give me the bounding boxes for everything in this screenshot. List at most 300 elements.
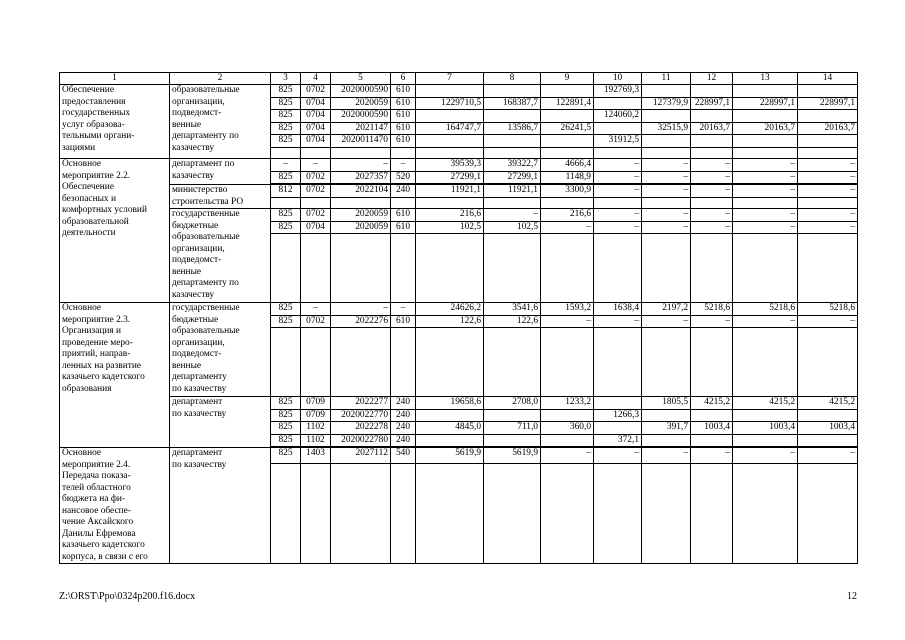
empty-cell [271, 234, 301, 303]
activity-name-line: казачьего кадетского [62, 372, 145, 382]
activity-name-line: комфортных условий [62, 205, 147, 215]
activity-name-cell [60, 448, 170, 564]
amount-cell: – [798, 209, 858, 222]
amount-cell: 5218,6 [733, 303, 798, 316]
amount-cell: 164747,7 [416, 122, 484, 135]
amount-cell: – [798, 185, 858, 198]
activity-name-line: Основное [62, 448, 102, 458]
empty-cell [691, 234, 733, 303]
column-number: 11 [642, 73, 691, 85]
budget-code-cell: 1102 [301, 434, 331, 447]
activity-name-line: ленных на развитие [62, 360, 141, 371]
budget-code-cell: 2020011470 [331, 135, 391, 148]
executor-line: департамент [172, 397, 223, 407]
amount-cell [642, 434, 691, 447]
empty-cell [416, 197, 484, 209]
amount-cell: 1266,3 [594, 409, 642, 422]
amount-cell [594, 97, 642, 110]
column-number: 9 [541, 73, 594, 85]
empty-cell [733, 234, 798, 303]
budget-code-cell: 240 [391, 434, 416, 447]
activity-name-line: чение Аксайского [62, 517, 134, 527]
amount-cell: – [691, 209, 733, 222]
empty-cell [594, 234, 642, 303]
budget-table [59, 72, 858, 564]
amount-cell: – [541, 315, 594, 328]
empty-cell [798, 234, 858, 303]
amount-cell [733, 85, 798, 98]
empty-cell [642, 197, 691, 209]
amount-cell: – [594, 448, 642, 464]
amount-cell: 5218,6 [798, 303, 858, 316]
executor-line: департаменту [172, 372, 227, 382]
amount-cell: 228997,1 [798, 97, 858, 110]
empty-cell [331, 234, 391, 303]
amount-cell: 1229710,5 [416, 97, 484, 110]
empty-cell [541, 197, 594, 209]
empty-cell [484, 197, 541, 209]
budget-code-cell: 825 [271, 409, 301, 422]
amount-cell: 4666,4 [541, 159, 594, 172]
header-row [60, 73, 858, 85]
executor-line: казачеству [172, 170, 215, 181]
amount-cell [798, 409, 858, 422]
budget-code-cell: 2020059 [331, 221, 391, 234]
empty-cell [271, 463, 301, 563]
empty-cell [691, 328, 733, 397]
budget-code-cell: 2027112 [331, 448, 391, 464]
empty-cell [798, 197, 858, 209]
budget-code-cell: 240 [391, 185, 416, 198]
empty-cell [416, 463, 484, 563]
amount-cell: – [642, 159, 691, 172]
amount-cell: – [642, 171, 691, 184]
empty-cell [484, 328, 541, 397]
amount-cell: – [594, 171, 642, 184]
activity-name-line: Основное [62, 303, 102, 313]
empty-cell [271, 197, 301, 209]
activity-name-line: мероприятие 2.3. [62, 314, 131, 325]
amount-cell: – [484, 209, 541, 222]
amount-cell [733, 135, 798, 148]
executor-line: венные [172, 119, 202, 130]
budget-code-cell: – [301, 159, 331, 172]
amount-cell: – [733, 171, 798, 184]
empty-cell [733, 463, 798, 563]
amount-cell: – [642, 209, 691, 222]
empty-cell [798, 147, 858, 159]
executor-line: министерство [172, 185, 228, 195]
amount-cell: 3300,9 [541, 185, 594, 198]
amount-cell: 11921,1 [484, 185, 541, 198]
amount-cell: 24626,2 [416, 303, 484, 316]
budget-code-cell: 825 [271, 171, 301, 184]
amount-cell: 19658,6 [416, 397, 484, 410]
amount-cell [733, 434, 798, 447]
amount-cell: – [691, 221, 733, 234]
empty-cell [301, 234, 331, 303]
budget-code-cell: 0704 [301, 97, 331, 110]
table-row [60, 159, 858, 172]
column-number: 3 [271, 73, 301, 85]
empty-cell [691, 463, 733, 563]
amount-cell [484, 85, 541, 98]
executor-line: венные [172, 266, 202, 277]
executor-line: бюджетные [172, 314, 219, 325]
amount-cell: – [594, 221, 642, 234]
executor-line: государственные [172, 209, 240, 219]
amount-cell [541, 110, 594, 123]
budget-code-cell: 1403 [301, 448, 331, 464]
amount-cell: – [733, 159, 798, 172]
column-number: 13 [733, 73, 798, 85]
amount-cell: 124060,2 [594, 110, 642, 123]
amount-cell: – [733, 221, 798, 234]
empty-cell [331, 328, 391, 397]
amount-cell [594, 122, 642, 135]
budget-code-cell: – [331, 159, 391, 172]
budget-code-cell: 2020000590 [331, 85, 391, 98]
budget-code-cell: 2022278 [331, 422, 391, 435]
amount-cell: 20163,7 [733, 122, 798, 135]
amount-cell [733, 110, 798, 123]
amount-cell [416, 85, 484, 98]
budget-code-cell: 0702 [301, 209, 331, 222]
executor-line: организации, [172, 337, 225, 348]
activity-name-line: безопасных и [62, 193, 116, 204]
budget-code-cell: 610 [391, 135, 416, 148]
budget-code-cell: 2022276 [331, 315, 391, 328]
executor-cell [170, 185, 271, 209]
amount-cell: 1638,4 [594, 303, 642, 316]
amount-cell [691, 85, 733, 98]
amount-cell: 20163,7 [691, 122, 733, 135]
budget-code-cell: 825 [271, 422, 301, 435]
executor-line: по казачеству [172, 408, 227, 419]
amount-cell: 27299,1 [416, 171, 484, 184]
amount-cell: 1003,4 [691, 422, 733, 435]
amount-cell [733, 409, 798, 422]
amount-cell: 1805,5 [642, 397, 691, 410]
activity-name-line: Обеспечение [62, 182, 114, 192]
amount-cell: – [733, 448, 798, 464]
budget-code-cell: 240 [391, 397, 416, 410]
amount-cell: – [594, 315, 642, 328]
amount-cell: 168387,7 [484, 97, 541, 110]
executor-line: венные [172, 360, 202, 371]
amount-cell: 3541,6 [484, 303, 541, 316]
amount-cell: 5218,6 [691, 303, 733, 316]
activity-name-cell [60, 159, 170, 303]
empty-cell [331, 147, 391, 159]
activity-name-line: зациями [62, 142, 96, 153]
budget-code-cell: 0702 [301, 185, 331, 198]
amount-cell: 20163,7 [798, 122, 858, 135]
budget-code-cell: 610 [391, 315, 416, 328]
activity-name-line: телей областного [62, 482, 131, 493]
amount-cell [798, 110, 858, 123]
activity-name-line: приятий, направ- [62, 349, 131, 359]
executor-line: департаменту по [172, 131, 239, 141]
amount-cell [642, 85, 691, 98]
activity-name-line: казачьего кадетского [62, 540, 145, 550]
budget-code-cell: 0702 [301, 85, 331, 98]
executor-line: организации, [172, 96, 225, 107]
empty-cell [331, 197, 391, 209]
amount-cell: – [798, 315, 858, 328]
executor-line: строительства РО [172, 196, 244, 207]
amount-cell: 228997,1 [691, 97, 733, 110]
budget-code-cell: 610 [391, 85, 416, 98]
budget-code-cell: 2022104 [331, 185, 391, 198]
activity-name-line: государственных [62, 108, 131, 118]
column-number: 8 [484, 73, 541, 85]
amount-cell: 102,5 [484, 221, 541, 234]
activity-name-line: образовательной [62, 216, 129, 227]
executor-line: казачеству [172, 142, 215, 153]
executor-line: образовательные [172, 232, 240, 242]
activity-name-line: образования [62, 383, 112, 394]
amount-cell: 228997,1 [733, 97, 798, 110]
amount-cell: 360,0 [541, 422, 594, 435]
empty-cell [416, 147, 484, 159]
amount-cell [691, 110, 733, 123]
activity-name-line: бюджета на фи- [62, 494, 126, 504]
amount-cell: – [691, 448, 733, 464]
budget-code-cell: 1102 [301, 422, 331, 435]
executor-line: подведомст- [172, 349, 222, 359]
executor-cell [170, 209, 271, 303]
amount-cell [416, 409, 484, 422]
budget-code-cell: 825 [271, 85, 301, 98]
amount-cell [642, 409, 691, 422]
activity-name-line: Передача показа- [62, 471, 131, 481]
amount-cell: – [798, 221, 858, 234]
empty-cell [733, 147, 798, 159]
empty-cell [416, 234, 484, 303]
amount-cell: 1003,4 [798, 422, 858, 435]
executor-cell [170, 159, 271, 185]
executor-cell [170, 448, 271, 564]
column-number: 14 [798, 73, 858, 85]
amount-cell: 127379,9 [642, 97, 691, 110]
executor-cell [170, 85, 271, 159]
budget-code-cell: 825 [271, 135, 301, 148]
amount-cell: 372,1 [594, 434, 642, 447]
amount-cell: 4215,2 [798, 397, 858, 410]
amount-cell: – [733, 315, 798, 328]
page-number: 12 [847, 591, 857, 602]
table-row [60, 85, 858, 98]
budget-code-cell: 0702 [301, 315, 331, 328]
budget-code-cell: 0702 [301, 171, 331, 184]
empty-cell [642, 234, 691, 303]
budget-code-cell: 2021147 [331, 122, 391, 135]
amount-cell: – [642, 185, 691, 198]
amount-cell [541, 434, 594, 447]
empty-cell [798, 328, 858, 397]
empty-cell [594, 463, 642, 563]
amount-cell [541, 85, 594, 98]
budget-code-cell: 0709 [301, 409, 331, 422]
empty-cell [541, 463, 594, 563]
budget-code-cell: 825 [271, 209, 301, 222]
empty-cell [301, 463, 331, 563]
executor-line: по казачеству [172, 459, 227, 470]
empty-cell [594, 147, 642, 159]
budget-code-cell: 825 [271, 448, 301, 464]
amount-cell: – [691, 171, 733, 184]
budget-code-cell: – [301, 303, 331, 316]
executor-line: казачеству [172, 289, 215, 300]
amount-cell: – [798, 448, 858, 464]
amount-cell: 192769,3 [594, 85, 642, 98]
amount-cell [594, 397, 642, 410]
activity-name-line: Основное [62, 159, 102, 169]
activity-name-cell [60, 85, 170, 159]
budget-code-cell: – [391, 303, 416, 316]
amount-cell: – [798, 171, 858, 184]
empty-cell [733, 328, 798, 397]
amount-cell [541, 135, 594, 148]
empty-cell [391, 463, 416, 563]
amount-cell: 216,6 [416, 209, 484, 222]
amount-cell [541, 409, 594, 422]
budget-code-cell: 825 [271, 397, 301, 410]
amount-cell: 711,0 [484, 422, 541, 435]
budget-code-cell: 2020022780 [331, 434, 391, 447]
empty-cell [642, 147, 691, 159]
amount-cell: 1233,2 [541, 397, 594, 410]
amount-cell: – [733, 209, 798, 222]
amount-cell: 31912,5 [594, 135, 642, 148]
amount-cell: 122891,4 [541, 97, 594, 110]
budget-code-cell: 0704 [301, 110, 331, 123]
amount-cell: – [594, 209, 642, 222]
amount-cell: – [691, 159, 733, 172]
empty-cell [541, 147, 594, 159]
amount-cell: 391,7 [642, 422, 691, 435]
column-number: 7 [416, 73, 484, 85]
budget-code-cell: 520 [391, 171, 416, 184]
amount-cell [642, 135, 691, 148]
activity-name-line: предоставления [62, 96, 126, 107]
executor-cell [170, 397, 271, 448]
budget-code-cell: 610 [391, 122, 416, 135]
amount-cell: 2708,0 [484, 397, 541, 410]
budget-code-cell: – [331, 303, 391, 316]
empty-cell [541, 234, 594, 303]
activity-name-line: мероприятие 2.2. [62, 170, 131, 181]
amount-cell: 13586,7 [484, 122, 541, 135]
amount-cell: 1593,2 [541, 303, 594, 316]
amount-cell: 32515,9 [642, 122, 691, 135]
empty-cell [691, 147, 733, 159]
budget-code-cell: 2027357 [331, 171, 391, 184]
empty-cell [271, 147, 301, 159]
activity-name-line: Организация и [62, 326, 122, 336]
amount-cell: 5619,9 [484, 448, 541, 464]
column-number: 10 [594, 73, 642, 85]
amount-cell [484, 409, 541, 422]
amount-cell: – [642, 315, 691, 328]
budget-code-cell: 610 [391, 110, 416, 123]
column-number: 2 [170, 73, 271, 85]
executor-line: организации, [172, 243, 225, 254]
amount-cell: – [733, 185, 798, 198]
empty-cell [391, 328, 416, 397]
empty-cell [733, 197, 798, 209]
budget-code-cell: 2022277 [331, 397, 391, 410]
budget-code-cell: 610 [391, 209, 416, 222]
document-path: Z:\ORST\Ppo\0324p200.f16.docx [59, 591, 196, 602]
amount-cell [798, 135, 858, 148]
table-row [60, 397, 858, 410]
amount-cell: 1148,9 [541, 171, 594, 184]
activity-name-line: корпуса, в связи с его [62, 551, 148, 562]
amount-cell [484, 434, 541, 447]
empty-cell [391, 234, 416, 303]
amount-cell [416, 135, 484, 148]
executor-line: департаменту по [172, 278, 239, 288]
budget-code-cell: 825 [271, 315, 301, 328]
budget-code-cell: – [391, 159, 416, 172]
activity-name-line: нансовое обеспе- [62, 505, 131, 516]
column-number: 6 [391, 73, 416, 85]
empty-cell [484, 147, 541, 159]
activity-name-line: деятельности [62, 228, 116, 238]
activity-name-line: тельными органи- [62, 131, 135, 141]
budget-code-cell: 2020000590 [331, 110, 391, 123]
column-number: 12 [691, 73, 733, 85]
empty-cell [301, 328, 331, 397]
amount-cell: – [691, 315, 733, 328]
empty-cell [301, 147, 331, 159]
executor-line: по казачеству [172, 383, 227, 394]
empty-cell [642, 463, 691, 563]
empty-cell [391, 147, 416, 159]
amount-cell: 4215,2 [691, 397, 733, 410]
budget-code-cell: 825 [271, 110, 301, 123]
empty-cell [484, 234, 541, 303]
amount-cell: – [642, 448, 691, 464]
budget-code-cell: 825 [271, 434, 301, 447]
amount-cell: 11921,1 [416, 185, 484, 198]
amount-cell: 5619,9 [416, 448, 484, 464]
executor-line: образовательные [172, 326, 240, 336]
amount-cell: 39539,3 [416, 159, 484, 172]
amount-cell: 27299,1 [484, 171, 541, 184]
amount-cell [416, 110, 484, 123]
amount-cell: 2197,2 [642, 303, 691, 316]
empty-cell [271, 328, 301, 397]
empty-cell [416, 328, 484, 397]
amount-cell [484, 135, 541, 148]
budget-code-cell: 812 [271, 185, 301, 198]
budget-code-cell: – [271, 159, 301, 172]
empty-cell [594, 197, 642, 209]
amount-cell: – [691, 185, 733, 198]
executor-line: бюджетные [172, 220, 219, 231]
amount-cell: 4215,2 [733, 397, 798, 410]
amount-cell: 122,6 [416, 315, 484, 328]
empty-cell [391, 197, 416, 209]
empty-cell [301, 197, 331, 209]
amount-cell: 102,5 [416, 221, 484, 234]
empty-cell [331, 463, 391, 563]
amount-cell: – [541, 221, 594, 234]
amount-cell: 216,6 [541, 209, 594, 222]
